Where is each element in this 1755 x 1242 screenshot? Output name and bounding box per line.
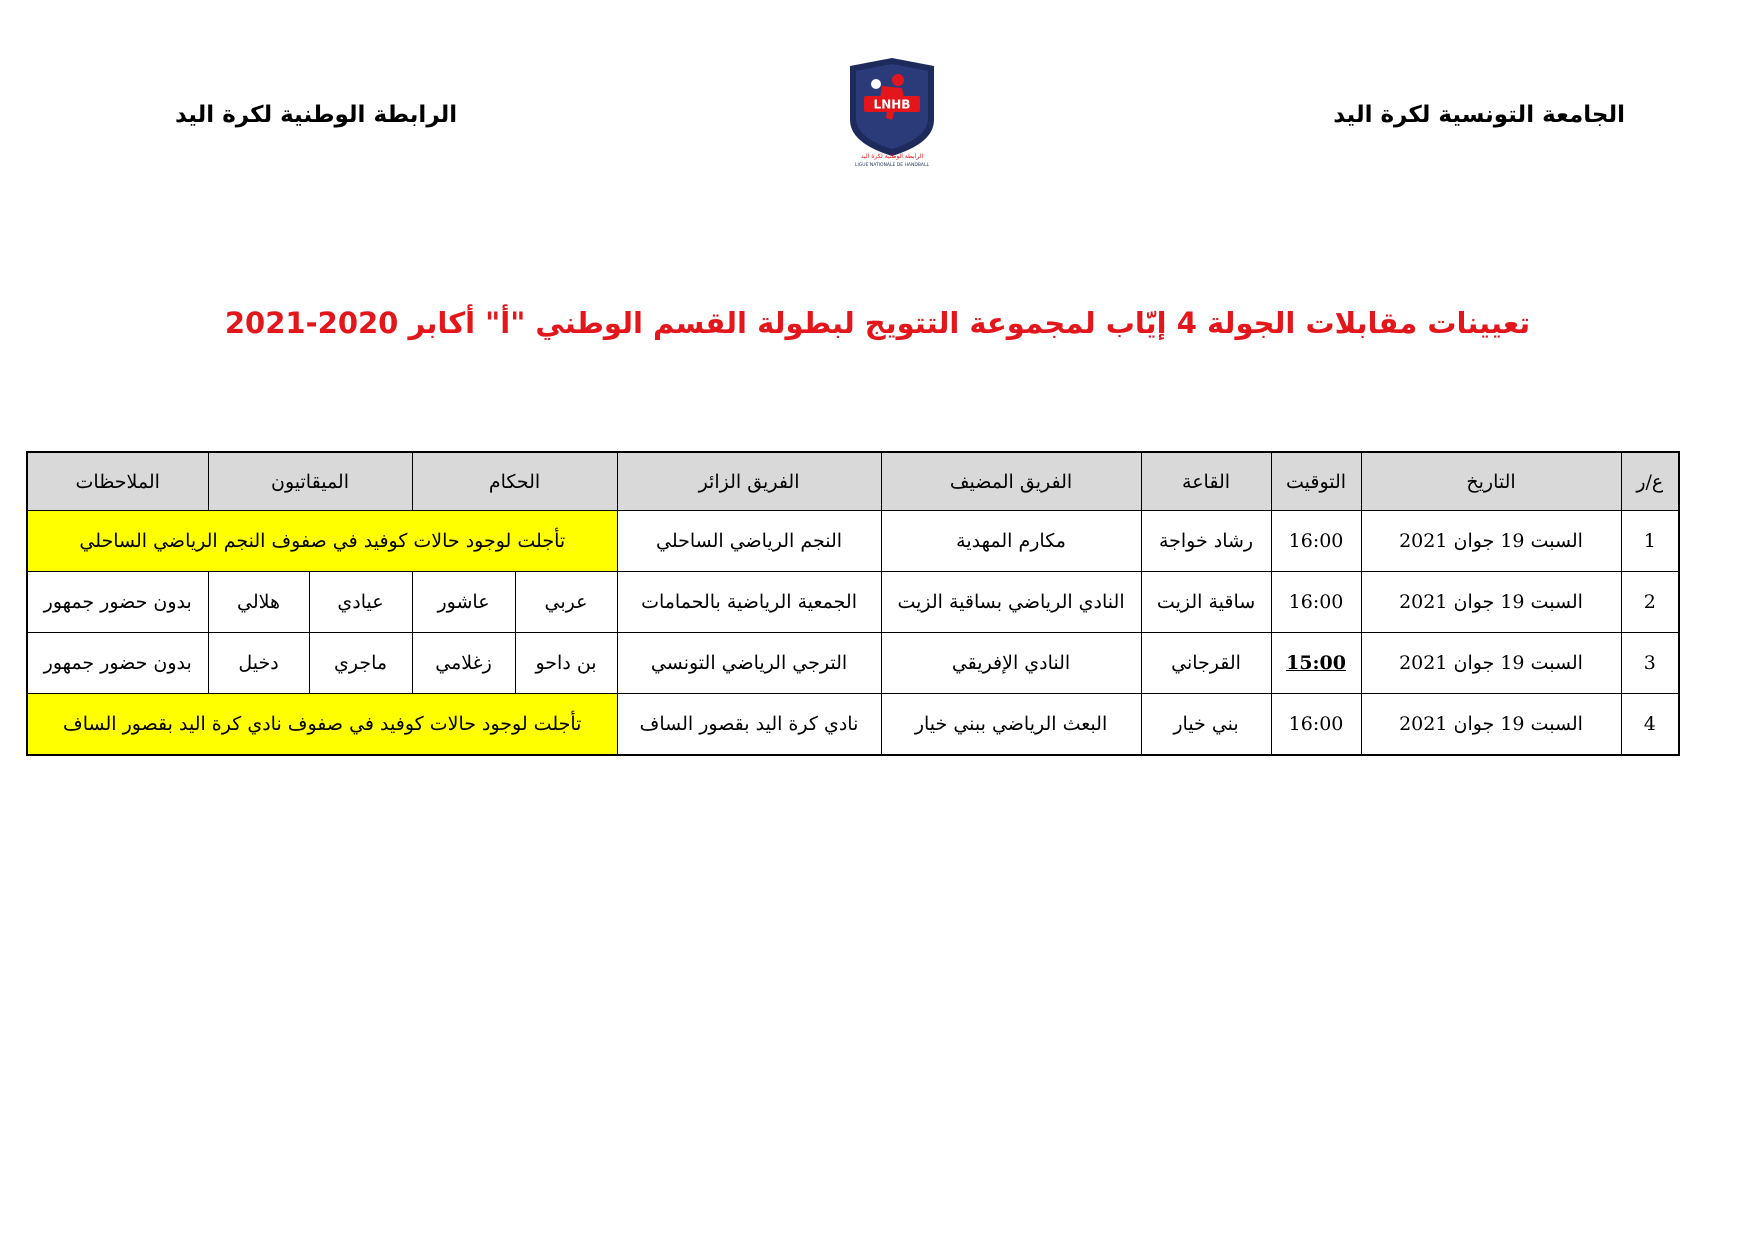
table-row bbox=[27, 694, 1679, 756]
postponed-note: تأجلت لوجود حالات كوفيد في صفوف نادي كرة اليد بقصور الساف bbox=[27, 694, 617, 756]
match-number: 4 bbox=[1621, 694, 1679, 756]
timekeeper-2: دخيل bbox=[208, 633, 309, 694]
page-title: تعيينات مقابلات الجولة 4 إيّاب لمجموعة التتويج لبطولة القسم الوطني "أ" أكابر 2020-2021 bbox=[224, 306, 1531, 340]
header-time: التوقيت bbox=[1271, 452, 1361, 511]
table-row bbox=[27, 633, 1679, 694]
match-date: السبت 19 جوان 2021 bbox=[1361, 694, 1621, 756]
referee-2: زغلامي bbox=[412, 633, 515, 694]
header-date: التاريخ bbox=[1361, 452, 1621, 511]
match-venue: ساقية الزيت bbox=[1141, 572, 1271, 633]
away-team: نادي كرة اليد بقصور الساف bbox=[617, 694, 881, 756]
match-date: السبت 19 جوان 2021 bbox=[1361, 633, 1621, 694]
logo-text: LNHB bbox=[873, 97, 911, 112]
home-team: النادي الإفريقي bbox=[881, 633, 1141, 694]
match-number: 1 bbox=[1621, 511, 1679, 572]
match-venue: رشاد خواجة bbox=[1141, 511, 1271, 572]
lnhb-logo bbox=[842, 58, 942, 168]
match-venue: بني خيار bbox=[1141, 694, 1271, 756]
match-time: 16:00 bbox=[1271, 694, 1361, 756]
table-row bbox=[27, 511, 1679, 572]
match-time: 15:00 bbox=[1271, 633, 1361, 694]
match-number: 3 bbox=[1621, 633, 1679, 694]
schedule-table bbox=[26, 451, 1680, 756]
away-team: النجم الرياضي الساحلي bbox=[617, 511, 881, 572]
timekeeper-2: هلالي bbox=[208, 572, 309, 633]
header-number: ع/ر bbox=[1621, 452, 1679, 511]
postponed-note: تأجلت لوجود حالات كوفيد في صفوف النجم الرياضي الساحلي bbox=[27, 511, 617, 572]
match-date: السبت 19 جوان 2021 bbox=[1361, 511, 1621, 572]
header-notes: الملاحظات bbox=[27, 452, 208, 511]
away-team: الترجي الرياضي التونسي bbox=[617, 633, 881, 694]
home-team: مكارم المهدية bbox=[881, 511, 1141, 572]
match-date: السبت 19 جوان 2021 bbox=[1361, 572, 1621, 633]
match-notes: بدون حضور جمهور bbox=[27, 633, 208, 694]
match-number: 2 bbox=[1621, 572, 1679, 633]
table-row bbox=[27, 572, 1679, 633]
header-timekeepers: الميقاتيون bbox=[208, 452, 412, 511]
match-notes: بدون حضور جمهور bbox=[27, 572, 208, 633]
header-referees: الحكام bbox=[412, 452, 617, 511]
away-team: الجمعية الرياضية بالحمامات bbox=[617, 572, 881, 633]
match-time: 16:00 bbox=[1271, 572, 1361, 633]
logo-subtitle-fr: LIGUE NATIONALE DE HANDBALL bbox=[854, 163, 930, 168]
timekeeper-1: عيادي bbox=[309, 572, 412, 633]
match-venue: القرجاني bbox=[1141, 633, 1271, 694]
home-team: البعث الرياضي ببني خيار bbox=[881, 694, 1141, 756]
referee-1: بن داحو bbox=[515, 633, 617, 694]
header-venue: القاعة bbox=[1141, 452, 1271, 511]
header-home-team: الفريق المضيف bbox=[881, 452, 1141, 511]
federation-name: الجامعة التونسية لكرة اليد bbox=[1333, 102, 1625, 128]
referee-1: عربي bbox=[515, 572, 617, 633]
header-away-team: الفريق الزائر bbox=[617, 452, 881, 511]
timekeeper-1: ماجري bbox=[309, 633, 412, 694]
table-header-row bbox=[27, 452, 1679, 511]
home-team: النادي الرياضي بساقية الزيت bbox=[881, 572, 1141, 633]
logo-subtitle-ar: الرابطة الوطنية لكرة اليد bbox=[860, 153, 924, 160]
league-name: الرابطة الوطنية لكرة اليد bbox=[175, 102, 458, 128]
match-time: 16:00 bbox=[1271, 511, 1361, 572]
referee-2: عاشور bbox=[412, 572, 515, 633]
